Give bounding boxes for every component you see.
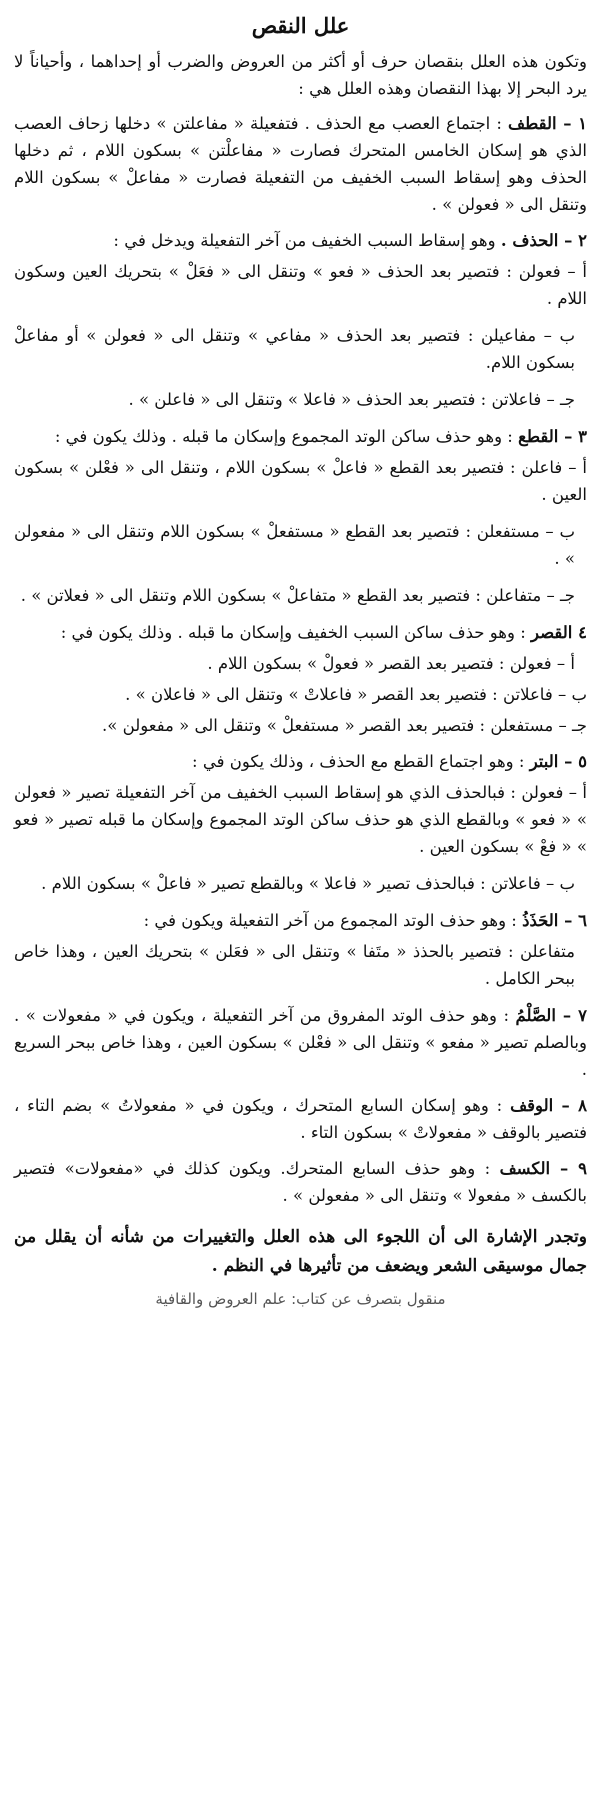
page-title: علل النقص xyxy=(251,13,350,38)
section-qat xyxy=(14,423,587,609)
section-qat-heading: ٣ – القطع xyxy=(518,427,587,446)
section-waqf-text: : وهو إسكان السابع المتحرك ، ويكون في « مفعولاتُ » بضم التاء ، فتصير بالوقف « مفعولاتْ » بسكون التاء . xyxy=(14,1096,587,1142)
section-batr-heading: ٥ – البتر xyxy=(529,752,587,771)
section-hadhf-item-a: أ – فعولن : فتصير بعد الحذف « فعو » وتنقل الى « فعَلْ » بتحريك العين وسكون اللام . xyxy=(14,262,587,308)
section-hadhadh-heading: ٦ – الحَذَذُ xyxy=(522,911,587,930)
section-hadhf-paragraph xyxy=(14,227,587,254)
section-qasr xyxy=(14,619,587,739)
section-salm xyxy=(14,1002,587,1083)
section-qasr-item-c: جـ – مستفعلن : فتصير بعد القصر « مستفعلْ » وتنقل الى « مفعولن ». xyxy=(102,716,587,735)
section-batr-text: : وهو اجتماع القطع مع الحذف ، وذلك يكون في : xyxy=(192,752,525,771)
section-qasr-item-b: ب – فاعلاتن : فتصير بعد القصر « فاعلاتْ » وتنقل الى « فاعلان » . xyxy=(125,685,587,704)
section-hadhf-item-b: ب – مفاعيلن : فتصير بعد الحذف « مفاعي » وتنقل الى « فعولن » أو مفاعلْ بسكون اللام. xyxy=(14,326,575,372)
section-qasr-paragraph xyxy=(14,619,587,646)
section-qat-item-b: ب – مستفعلن : فتصير بعد القطع « مستفعلْ » بسكون اللام وتنقل الى « مفعولن » . xyxy=(14,522,575,568)
section-waqf-paragraph xyxy=(14,1092,587,1146)
section-batr-paragraph xyxy=(14,748,587,775)
section-salm-paragraph xyxy=(14,1002,587,1083)
section-hadhadh-text: : وهو حذف الوتد المجموع من آخر التفعيلة ويكون في : xyxy=(143,911,517,930)
intro-paragraph: وتكون هذه العلل بنقصان حرف أو أكثر من العروض والضرب أو إحداهما ، وأحياناً لا يرد البحر إلا بهذا النقصان وهذه العلل هي : xyxy=(14,52,587,98)
section-waqf-heading: ٨ – الوقف xyxy=(510,1096,588,1115)
section-hadhf xyxy=(14,227,587,413)
section-qat-item-a: أ – فاعلن : فتصير بعد القطع « فاعلْ » بسكون اللام ، وتنقل الى « فعْلن » بسكون العين . xyxy=(14,458,587,504)
section-qatf-heading: ١ – القطف xyxy=(508,114,587,133)
section-hadhf-item-c: جـ – فاعلاتن : فتصير بعد الحذف « فاعلا » وتنقل الى « فاعلن » . xyxy=(128,390,575,409)
section-qatf-paragraph xyxy=(14,110,587,218)
section-qatf xyxy=(14,110,587,218)
section-hadhadh xyxy=(14,907,587,992)
section-batr-item-a: أ – فعولن : فبالحذف الذي هو إسقاط السبب الخفيف من آخر التفعيلة تصير « فعولن » « فعو » وبالقطع الذي هو حذف ساكن الوتد المجموع وإسكان ما قبله تصير « فعو » « فعْ » بسكون العين . xyxy=(14,783,587,856)
section-salm-heading: ٧ – الصَّلْمُ xyxy=(515,1006,588,1025)
section-salm-text: : وهو حذف الوتد المفروق من آخر التفعيلة ، ويكون في « مفعولات » . وبالصلم تصير « مفعو » وتنقل الى « فعْلن » بسكون العين ، وهذا خاص ببحر السريع . xyxy=(14,1006,587,1079)
section-batr xyxy=(14,748,587,897)
section-hadhf-text: وهو إسقاط السبب الخفيف من آخر التفعيلة ويدخل في : xyxy=(113,231,496,250)
section-qat-item-c: جـ – متفاعلن : فتصير بعد القطع « متفاعلْ » بسكون اللام وتنقل الى « فعلاتن » . xyxy=(20,586,575,605)
section-qat-text: : وهو حذف ساكن الوتد المجموع وإسكان ما قبله . وذلك يكون في : xyxy=(54,427,513,446)
source-note: منقول بتصرف عن كتاب: علم العروض والقافية xyxy=(155,1290,446,1308)
section-qasr-item-a: أ – فعولن : فتصير بعد القصر « فعولْ » بسكون اللام . xyxy=(207,654,575,673)
section-waqf xyxy=(14,1092,587,1146)
section-hadhadh-item: متفاعلن : فتصير بالحذذ « متَفا » وتنقل الى « فعَلن » بتحريك العين ، وهذا خاص ببحر الكامل . xyxy=(14,942,575,988)
section-hadhf-heading: ٢ – الحذف . xyxy=(500,231,587,250)
section-kasf xyxy=(14,1155,587,1209)
section-qatf-text: : اجتماع العصب مع الحذف . فتفعيلة « مفاعلتن » دخلها زحاف العصب الذي هو إسكان الخامس المتحرك فصارت « مفاعلْتن » بسكون اللام ، ثم دخلها الحذف وهو إسقاط السبب الخفيف من التفعيلة فصارت « مفاعلْ » بسكون اللام وتنقل الى « فعولن » . xyxy=(14,114,587,214)
section-kasf-heading: ٩ – الكسف xyxy=(499,1159,588,1178)
section-qasr-heading: ٤ القصر xyxy=(531,623,587,642)
section-qasr-text: : وهو حذف ساكن السبب الخفيف وإسكان ما قبله . وذلك يكون في : xyxy=(60,623,526,642)
closing-paragraph: وتجدر الإشارة الى أن اللجوء الى هذه العلل والتغييرات من شأنه أن يقلل من جمال موسيقى الشعر ويضعف من تأثيرها في النظم . xyxy=(14,1227,587,1276)
section-hadhadh-paragraph xyxy=(14,907,587,934)
section-kasf-paragraph xyxy=(14,1155,587,1209)
section-kasf-text: : وهو حذف السابع المتحرك. ويكون كذلك في «مفعولات» فتصير بالكسف « مفعولا » وتنقل الى « مفعولن » . xyxy=(14,1159,587,1205)
section-batr-item-b: ب – فاعلاتن : فبالحذف تصير « فاعلا » وبالقطع تصير « فاعلْ » بسكون اللام . xyxy=(41,874,575,893)
section-qat-paragraph xyxy=(14,423,587,450)
